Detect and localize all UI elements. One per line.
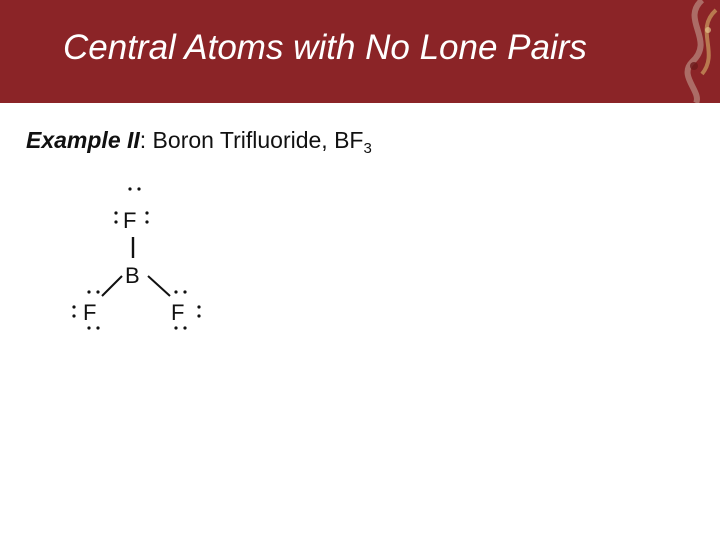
lone-pair-left-f-lower	[87, 326, 99, 329]
bond-b-right-f	[148, 276, 170, 296]
atom-left-f: F	[83, 300, 97, 325]
example-description: Boron Trifluoride, BF	[146, 127, 364, 153]
lone-pair-left-f-upper	[87, 290, 99, 293]
lone-pair-right-f-upper	[174, 290, 186, 293]
lone-pair-right-f-lower	[174, 326, 186, 329]
formula-subscript: 3	[363, 140, 372, 157]
bond-b-left-f	[102, 276, 122, 296]
atom-right-f: F	[171, 300, 185, 325]
example-separator: :	[139, 127, 147, 153]
lone-pair-left-f-left	[72, 305, 75, 317]
lone-pair-top-f-upper	[128, 187, 140, 190]
atom-top-f: F	[123, 208, 137, 233]
lone-pair-top-f-left	[114, 211, 117, 223]
slide-title: Central Atoms with No Lone Pairs	[63, 28, 587, 67]
lone-pair-right-f-right	[197, 305, 200, 317]
example-label: Example II	[26, 127, 140, 153]
atom-center-b: B	[125, 263, 140, 288]
lone-pair-top-f-right	[145, 211, 148, 223]
